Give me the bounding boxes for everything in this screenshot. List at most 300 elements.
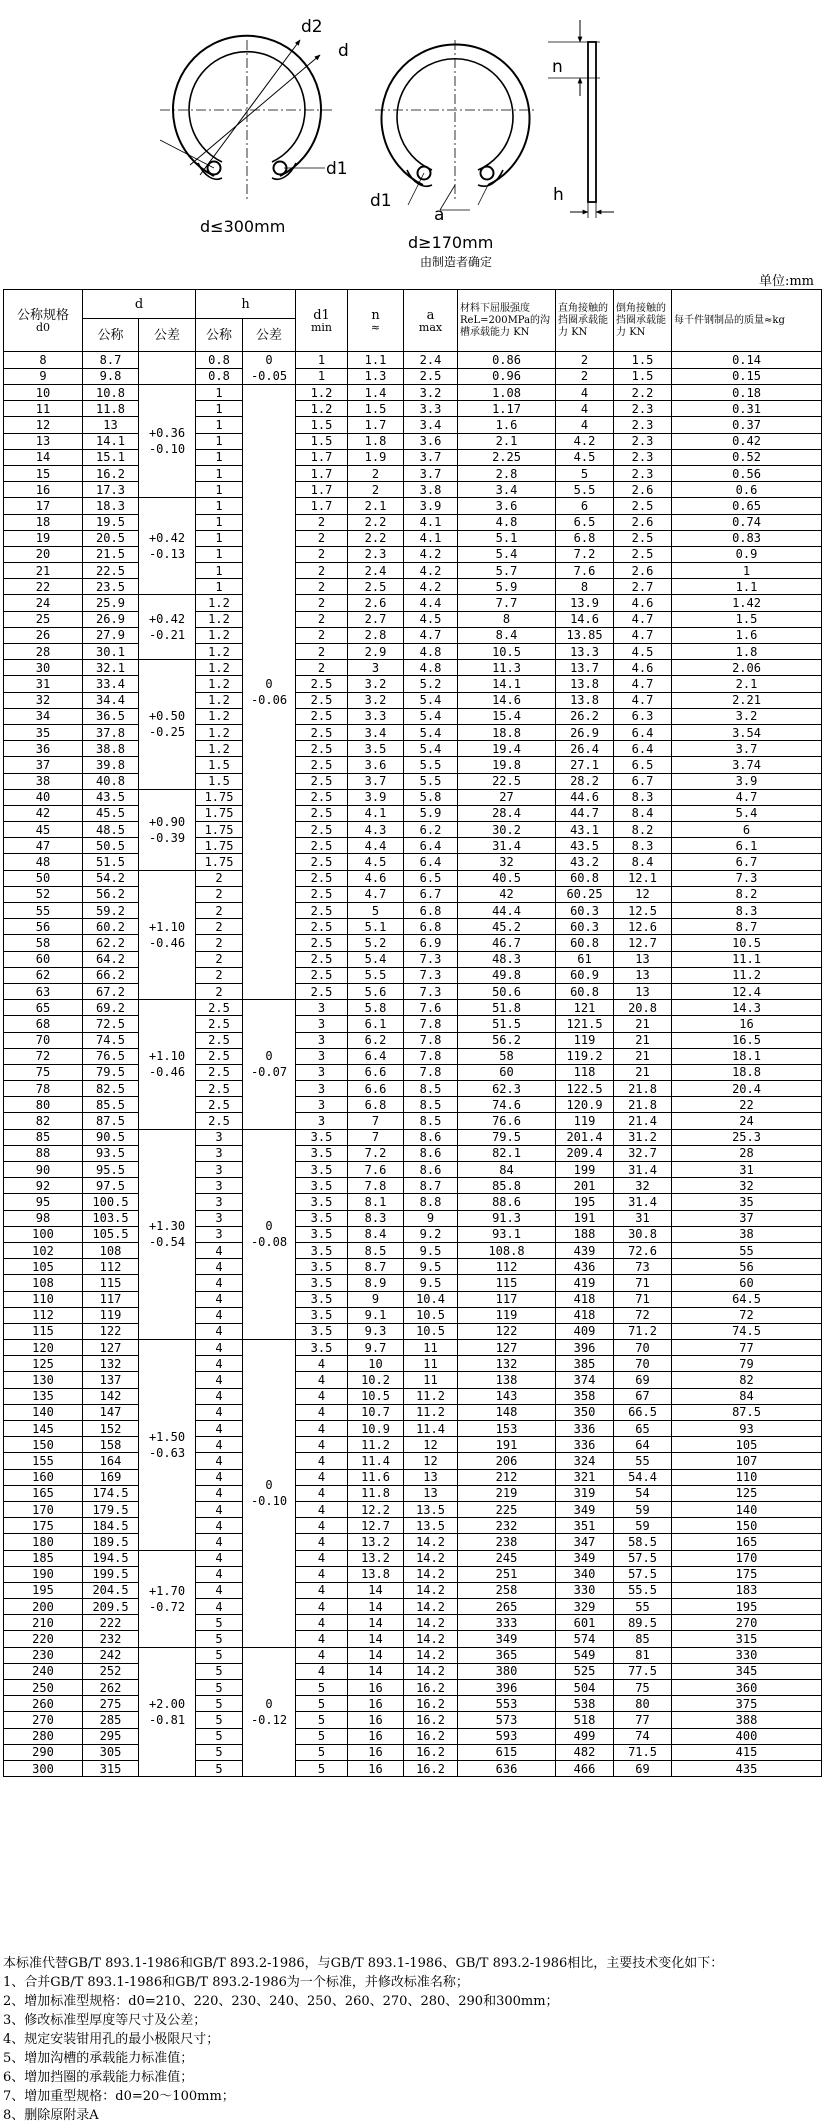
cell-chamfer-capacity: 12: [614, 886, 672, 902]
cell-chamfer-capacity: 89.5: [614, 1615, 672, 1631]
cell-mass: 0.65: [672, 498, 822, 514]
table-row: [4, 1275, 822, 1291]
cell-square-capacity: 482: [556, 1744, 614, 1760]
cell-n: 1.1: [348, 352, 404, 369]
cell-d1: 2.5: [296, 983, 348, 999]
cell-a: 5.5: [404, 773, 458, 789]
cell-spec: 150: [4, 1437, 83, 1453]
cell-chamfer-capacity: 69: [614, 1760, 672, 1776]
cell-chamfer-capacity: 21.4: [614, 1113, 672, 1129]
table-row: [4, 919, 822, 935]
cell-a: 8.5: [404, 1113, 458, 1129]
cell-d1: 2.5: [296, 919, 348, 935]
cell-h-nominal: 1.75: [196, 822, 243, 838]
cell-h-nominal: 5: [196, 1647, 243, 1663]
table-row: [4, 401, 822, 417]
cell-d1: 1: [296, 368, 348, 385]
cell-groove-capacity: 138: [458, 1372, 556, 1388]
cell-n: 7.8: [348, 1178, 404, 1194]
cell-spec: 82: [4, 1113, 83, 1129]
cell-d-nominal: 22.5: [83, 563, 139, 579]
cell-groove-capacity: 153: [458, 1421, 556, 1437]
cell-d-nominal: 50.5: [83, 838, 139, 854]
cell-a: 11: [404, 1372, 458, 1388]
cell-d1: 2.5: [296, 854, 348, 870]
cell-h-nominal: 5: [196, 1615, 243, 1631]
cell-spec: 155: [4, 1453, 83, 1469]
cell-d1: 4: [296, 1485, 348, 1501]
note-line: 5、增加沟槽的承载能力标准值；: [3, 2051, 194, 2066]
table-row: [4, 660, 822, 676]
cell-chamfer-capacity: 54.4: [614, 1469, 672, 1485]
cell-d1: 4: [296, 1615, 348, 1631]
cell-groove-capacity: 10.5: [458, 644, 556, 660]
cell-chamfer-capacity: 12.5: [614, 903, 672, 919]
cell-h-nominal: 2.5: [196, 1113, 243, 1129]
cell-chamfer-capacity: 13: [614, 951, 672, 967]
cell-mass: 2.21: [672, 692, 822, 708]
notes: [3, 1954, 821, 2125]
cell-d-nominal: 132: [83, 1356, 139, 1372]
cell-h-nominal: 4: [196, 1582, 243, 1598]
cell-chamfer-capacity: 21: [614, 1064, 672, 1080]
cell-spec: 8: [4, 352, 83, 369]
cell-d1: 2.5: [296, 838, 348, 854]
cell-mass: 0.9: [672, 546, 822, 562]
cell-n: 5.6: [348, 983, 404, 999]
cell-square-capacity: 419: [556, 1275, 614, 1291]
cell-mass: 183: [672, 1582, 822, 1598]
cell-spec: 70: [4, 1032, 83, 1048]
cell-groove-capacity: 1.08: [458, 385, 556, 401]
note-line: 3、修改标准型厚度等尺寸及公差；: [3, 2013, 207, 2028]
cell-h-nominal: 1.2: [196, 708, 243, 724]
cell-d-nominal: 59.2: [83, 903, 139, 919]
cell-groove-capacity: 22.5: [458, 773, 556, 789]
cell-d1: 4: [296, 1518, 348, 1534]
cell-h-nominal: 4: [196, 1388, 243, 1404]
table-row: [4, 1421, 822, 1437]
cell-spec: 185: [4, 1550, 83, 1566]
cell-chamfer-capacity: 8.2: [614, 822, 672, 838]
cell-h-nominal: 4: [196, 1372, 243, 1388]
cell-h-nominal: 2: [196, 967, 243, 983]
table-row: [4, 1663, 822, 1679]
cell-square-capacity: 6.5: [556, 514, 614, 530]
cell-d1: 3.5: [296, 1291, 348, 1307]
cell-a: 6.8: [404, 903, 458, 919]
cell-h-nominal: 4: [196, 1453, 243, 1469]
cell-d-nominal: 64.2: [83, 951, 139, 967]
cell-d-nominal: 33.4: [83, 676, 139, 692]
table-row: [4, 1728, 822, 1744]
cell-spec: 52: [4, 886, 83, 902]
table-row: [4, 1259, 822, 1275]
cell-d1: 4: [296, 1582, 348, 1598]
cell-chamfer-capacity: 4.7: [614, 627, 672, 643]
cell-d-nominal: 34.4: [83, 692, 139, 708]
cell-groove-capacity: 7.7: [458, 595, 556, 611]
cell-d-tolerance: +1.30 -0.54: [139, 1129, 196, 1339]
cell-a: 2.5: [404, 368, 458, 385]
cell-a: 5.2: [404, 676, 458, 692]
cell-a: 4.1: [404, 514, 458, 530]
cell-n: 2: [348, 465, 404, 481]
cell-mass: 6.7: [672, 854, 822, 870]
cell-n: 3.6: [348, 757, 404, 773]
cell-a: 5.4: [404, 741, 458, 757]
cell-a: 14.2: [404, 1599, 458, 1615]
cell-n: 8.5: [348, 1242, 404, 1258]
cell-groove-capacity: 19.4: [458, 741, 556, 757]
cell-a: 9: [404, 1210, 458, 1226]
table-row: [4, 903, 822, 919]
cell-d1: 3.5: [296, 1145, 348, 1161]
cell-d-nominal: 285: [83, 1712, 139, 1728]
cell-chamfer-capacity: 75: [614, 1680, 672, 1696]
cell-spec: 200: [4, 1599, 83, 1615]
cell-d-nominal: 15.1: [83, 449, 139, 465]
cell-h-nominal: 5: [196, 1760, 243, 1776]
cell-d1: 4: [296, 1501, 348, 1517]
table-row: [4, 805, 822, 821]
cell-chamfer-capacity: 71.5: [614, 1744, 672, 1760]
cell-mass: 64.5: [672, 1291, 822, 1307]
cell-d1: 3.5: [296, 1340, 348, 1356]
header-h-tolerance: 公差: [243, 319, 296, 352]
cell-spec: 42: [4, 805, 83, 821]
cell-n: 16: [348, 1680, 404, 1696]
cell-spec: 50: [4, 870, 83, 886]
cell-h-nominal: 2.5: [196, 1032, 243, 1048]
cell-mass: 3.54: [672, 724, 822, 740]
cell-h-nominal: 5: [196, 1728, 243, 1744]
cell-groove-capacity: 238: [458, 1534, 556, 1550]
cell-spec: 120: [4, 1340, 83, 1356]
caption-left: d≤300mm: [200, 217, 286, 236]
table-row: [4, 1599, 822, 1615]
cell-a: 4.1: [404, 530, 458, 546]
cell-groove-capacity: 232: [458, 1518, 556, 1534]
cell-a: 11.2: [404, 1388, 458, 1404]
cell-spec: 250: [4, 1680, 83, 1696]
cell-d-nominal: 97.5: [83, 1178, 139, 1194]
cell-d-nominal: 23.5: [83, 579, 139, 595]
header-n: n ≈: [348, 290, 404, 352]
cell-groove-capacity: 27: [458, 789, 556, 805]
cell-mass: 74.5: [672, 1323, 822, 1339]
cell-d-nominal: 16.2: [83, 465, 139, 481]
table-row: [4, 433, 822, 449]
cell-a: 12: [404, 1437, 458, 1453]
cell-groove-capacity: 2.25: [458, 449, 556, 465]
cell-n: 1.8: [348, 433, 404, 449]
cell-d1: 1.7: [296, 449, 348, 465]
cell-spec: 260: [4, 1696, 83, 1712]
cell-spec: 98: [4, 1210, 83, 1226]
cell-a: 16.2: [404, 1760, 458, 1776]
cell-d1: 3: [296, 1081, 348, 1097]
cell-n: 8.7: [348, 1259, 404, 1275]
cell-chamfer-capacity: 2.6: [614, 563, 672, 579]
cell-mass: 0.31: [672, 401, 822, 417]
cell-groove-capacity: 265: [458, 1599, 556, 1615]
cell-d1: 3: [296, 1016, 348, 1032]
cell-groove-capacity: 8: [458, 611, 556, 627]
cell-d1: 2.5: [296, 789, 348, 805]
cell-mass: 150: [672, 1518, 822, 1534]
cell-mass: 10.5: [672, 935, 822, 951]
table-row: [4, 854, 822, 870]
note-line: 本标准代替GB/T 893.1-1986和GB/T 893.2-1986，与GB/T 893.1-1986、GB/T 893.2-1986相比，主要技术变化如下：: [3, 1956, 724, 1971]
cell-square-capacity: 538: [556, 1696, 614, 1712]
table-row: [4, 1162, 822, 1178]
cell-chamfer-capacity: 4.7: [614, 611, 672, 627]
cell-square-capacity: 44.6: [556, 789, 614, 805]
cell-chamfer-capacity: 71: [614, 1275, 672, 1291]
cell-chamfer-capacity: 73: [614, 1259, 672, 1275]
cell-a: 7.8: [404, 1064, 458, 1080]
cell-groove-capacity: 258: [458, 1582, 556, 1598]
cell-square-capacity: 321: [556, 1469, 614, 1485]
cell-d-nominal: 115: [83, 1275, 139, 1291]
cell-d-tolerance: +1.70 -0.72: [139, 1550, 196, 1647]
cell-groove-capacity: 58: [458, 1048, 556, 1064]
cell-d1: 3: [296, 1000, 348, 1016]
note-line: 4、规定安装钳用孔的最小极限尺寸；: [3, 2032, 220, 2047]
cell-groove-capacity: 553: [458, 1696, 556, 1712]
note-line: 7、增加重型规格：d0=20～100mm；: [3, 2089, 235, 2104]
cell-d-nominal: 54.2: [83, 870, 139, 886]
cell-h-nominal: 1: [196, 417, 243, 433]
cell-spec: 12: [4, 417, 83, 433]
cell-chamfer-capacity: 4.6: [614, 660, 672, 676]
cell-d-nominal: 76.5: [83, 1048, 139, 1064]
cell-d-nominal: 60.2: [83, 919, 139, 935]
cell-spec: 22: [4, 579, 83, 595]
cell-square-capacity: 28.2: [556, 773, 614, 789]
cell-groove-capacity: 365: [458, 1647, 556, 1663]
cell-square-capacity: 349: [556, 1550, 614, 1566]
table-row: [4, 1097, 822, 1113]
cell-d-tolerance: +1.10 -0.46: [139, 870, 196, 1000]
cell-mass: 400: [672, 1728, 822, 1744]
cell-spec: 47: [4, 838, 83, 854]
cell-mass: 79: [672, 1356, 822, 1372]
cell-a: 6.5: [404, 870, 458, 886]
cell-d1: 1.5: [296, 417, 348, 433]
cell-h-tolerance: 0 -0.12: [243, 1647, 296, 1777]
cell-a: 3.2: [404, 385, 458, 401]
spec-table: [3, 289, 822, 1777]
cell-h-nominal: 2: [196, 983, 243, 999]
cell-chamfer-capacity: 58.5: [614, 1534, 672, 1550]
cell-h-nominal: 3: [196, 1145, 243, 1161]
cell-mass: 3.9: [672, 773, 822, 789]
cell-mass: 2.1: [672, 676, 822, 692]
cell-d1: 4: [296, 1453, 348, 1469]
cell-mass: 60: [672, 1275, 822, 1291]
header-d: d: [83, 290, 196, 319]
cell-mass: 165: [672, 1534, 822, 1550]
cell-d-nominal: 40.8: [83, 773, 139, 789]
cell-d1: 4: [296, 1356, 348, 1372]
cell-spec: 72: [4, 1048, 83, 1064]
cell-a: 7.8: [404, 1016, 458, 1032]
cell-mass: 16: [672, 1016, 822, 1032]
cell-mass: 87.5: [672, 1404, 822, 1420]
table-row: [4, 595, 822, 611]
cell-groove-capacity: 4.8: [458, 514, 556, 530]
cell-h-nominal: 3: [196, 1194, 243, 1210]
cell-spec: 26: [4, 627, 83, 643]
cell-spec: 17: [4, 498, 83, 514]
cell-groove-capacity: 5.9: [458, 579, 556, 595]
table-row: [4, 789, 822, 805]
cell-n: 2.2: [348, 530, 404, 546]
cell-n: 1.9: [348, 449, 404, 465]
cell-square-capacity: 26.9: [556, 724, 614, 740]
cell-d1: 1.2: [296, 401, 348, 417]
cell-h-nominal: 1.2: [196, 660, 243, 676]
header-groove-capacity: 材料下屈服强度ReL=200MPa的沟槽承载能力 KN: [458, 290, 556, 352]
table-row: [4, 514, 822, 530]
cell-square-capacity: 8: [556, 579, 614, 595]
cell-n: 3.2: [348, 692, 404, 708]
cell-groove-capacity: 148: [458, 1404, 556, 1420]
cell-groove-capacity: 2.8: [458, 465, 556, 481]
cell-spec: 25: [4, 611, 83, 627]
cell-n: 14: [348, 1582, 404, 1598]
cell-mass: 170: [672, 1550, 822, 1566]
cell-mass: 37: [672, 1210, 822, 1226]
table-row: [4, 1129, 822, 1145]
cell-h-nominal: 1.2: [196, 692, 243, 708]
cell-h-nominal: 1.2: [196, 676, 243, 692]
cell-groove-capacity: 615: [458, 1744, 556, 1760]
cell-spec: 95: [4, 1194, 83, 1210]
cell-d-nominal: 252: [83, 1663, 139, 1679]
cell-groove-capacity: 76.6: [458, 1113, 556, 1129]
cell-groove-capacity: 219: [458, 1485, 556, 1501]
cell-spec: 68: [4, 1016, 83, 1032]
cell-d-nominal: 56.2: [83, 886, 139, 902]
table-row: [4, 1145, 822, 1161]
cell-n: 2.1: [348, 498, 404, 514]
cell-a: 13: [404, 1485, 458, 1501]
cell-n: 16: [348, 1696, 404, 1712]
table-row: [4, 1469, 822, 1485]
cell-h-nominal: 3: [196, 1210, 243, 1226]
cell-h-nominal: 1: [196, 433, 243, 449]
cell-a: 4.5: [404, 611, 458, 627]
cell-mass: 0.6: [672, 482, 822, 498]
table-row: [4, 983, 822, 999]
cell-n: 4.6: [348, 870, 404, 886]
table-row: [4, 1242, 822, 1258]
cell-mass: 14.3: [672, 1000, 822, 1016]
cell-n: 11.6: [348, 1469, 404, 1485]
table-row: [4, 1000, 822, 1016]
cell-square-capacity: 418: [556, 1307, 614, 1323]
cell-spec: 75: [4, 1064, 83, 1080]
cell-d1: 2.5: [296, 676, 348, 692]
cell-d-tolerance: +2.00 -0.81: [139, 1647, 196, 1777]
cell-h-nominal: 4: [196, 1291, 243, 1307]
cell-d1: 2: [296, 579, 348, 595]
cell-d-nominal: 222: [83, 1615, 139, 1631]
header-d-tolerance: 公差: [139, 319, 196, 352]
cell-chamfer-capacity: 2.3: [614, 433, 672, 449]
table-row: [4, 822, 822, 838]
cell-groove-capacity: 51.8: [458, 1000, 556, 1016]
table-row: [4, 1064, 822, 1080]
cell-h-nominal: 4: [196, 1259, 243, 1275]
cell-spec: 130: [4, 1372, 83, 1388]
cell-n: 11.4: [348, 1453, 404, 1469]
cell-h-nominal: 5: [196, 1712, 243, 1728]
cell-a: 8.6: [404, 1162, 458, 1178]
cell-chamfer-capacity: 21.8: [614, 1097, 672, 1113]
cell-groove-capacity: 51.5: [458, 1016, 556, 1032]
cell-square-capacity: 525: [556, 1663, 614, 1679]
cell-chamfer-capacity: 2.5: [614, 530, 672, 546]
cell-h-tolerance: 0 -0.07: [243, 1000, 296, 1130]
cell-a: 8.6: [404, 1129, 458, 1145]
cell-n: 13.8: [348, 1566, 404, 1582]
cell-groove-capacity: 3.4: [458, 482, 556, 498]
cell-square-capacity: 7.6: [556, 563, 614, 579]
cell-d-nominal: 142: [83, 1388, 139, 1404]
label-a: a: [434, 205, 445, 225]
cell-square-capacity: 121: [556, 1000, 614, 1016]
cell-a: 8.6: [404, 1145, 458, 1161]
cell-groove-capacity: 212: [458, 1469, 556, 1485]
table-row: [4, 1178, 822, 1194]
cell-d1: 4: [296, 1631, 348, 1647]
table-row: [4, 1760, 822, 1776]
cell-n: 5: [348, 903, 404, 919]
cell-d1: 4: [296, 1599, 348, 1615]
cell-square-capacity: 43.2: [556, 854, 614, 870]
table-row: [4, 1113, 822, 1129]
cell-n: 2: [348, 482, 404, 498]
cell-d-nominal: 18.3: [83, 498, 139, 514]
cell-groove-capacity: 108.8: [458, 1242, 556, 1258]
cell-groove-capacity: 225: [458, 1501, 556, 1517]
table-row: [4, 449, 822, 465]
table-row: [4, 1615, 822, 1631]
cell-d1: 1.7: [296, 482, 348, 498]
cell-a: 14.2: [404, 1566, 458, 1582]
cell-chamfer-capacity: 81: [614, 1647, 672, 1663]
cell-mass: 22: [672, 1097, 822, 1113]
cell-groove-capacity: 2.1: [458, 433, 556, 449]
cell-d-tolerance: +0.42 -0.13: [139, 498, 196, 595]
cell-chamfer-capacity: 6.3: [614, 708, 672, 724]
cell-mass: 140: [672, 1501, 822, 1517]
cell-mass: 105: [672, 1437, 822, 1453]
cell-d-nominal: 11.8: [83, 401, 139, 417]
cell-h-nominal: 4: [196, 1404, 243, 1420]
cell-groove-capacity: 112: [458, 1259, 556, 1275]
cell-d1: 3.5: [296, 1162, 348, 1178]
cell-d1: 2: [296, 530, 348, 546]
cell-h-nominal: 4: [196, 1356, 243, 1372]
cell-h-nominal: 2.5: [196, 1048, 243, 1064]
cell-a: 11: [404, 1356, 458, 1372]
cell-d-nominal: 62.2: [83, 935, 139, 951]
